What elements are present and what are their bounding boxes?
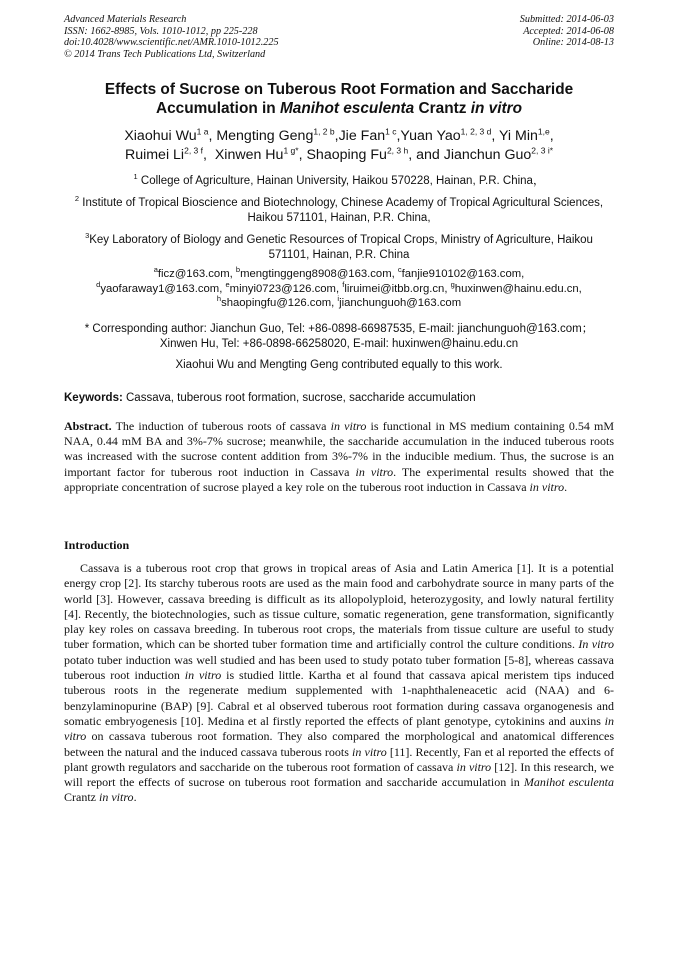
section-heading-introduction: Introduction [64, 538, 130, 552]
keywords [64, 391, 618, 405]
email[interactable]: $^i$jianchunguoh@163.com [337, 294, 462, 310]
email[interactable]: $^e$minyi0723@126.com, [225, 279, 343, 295]
email[interactable]: $^g$huxinwen@hainu.edu.cn, [450, 279, 582, 295]
affiliation-text: College of Agriculture, Hainan University, Haikou 570228, Hainan, P.R. China， [137, 175, 545, 187]
issn-line: ISSN: 1662-8985, Vols. 1010-1012, pp 225-228 [64, 25, 258, 37]
equal-contribution-note: Xiaohui Wu and Mengting Geng contributed equally to this work. [175, 359, 503, 371]
author: Ruimei $Li^{2, 3 f}$, [124, 144, 215, 163]
title-text: Accumulation in [155, 100, 280, 117]
author-list [40, 127, 638, 164]
corresponding-line-2: Xinwen Hu, Tel: +86-0898-66258020, E-mail: huxinwen@hainu.edu.cn [159, 337, 519, 350]
copyright-line: © 2014 Trans Tech Publications Ltd, Switzerland [64, 48, 266, 60]
affiliation-text: Key Laboratory of Biology and Genetic Resources of Tropical Crops, Ministry of Agriculture, Haikou 571101, Hainan, P.R. China [89, 234, 593, 262]
author: Shaoping $Fu^{2, 3 h}$, and [306, 144, 444, 163]
journal-name: Advanced Materials Research [64, 14, 187, 25]
submitted-date: Submitted: 2014-06-03 [519, 14, 614, 25]
author: Jie Fan$^{1 c}$, [338, 126, 401, 144]
doi-line[interactable]: doi:10.4028/www.scientific.net/AMR.1010-1012.225 [64, 37, 279, 49]
publication-dates [520, 14, 614, 49]
affiliation-marker: 3 [85, 231, 90, 241]
abstract-label: Abstract. [64, 419, 112, 433]
title-in-vitro: in vitro [470, 100, 522, 117]
title-text: Crantz [414, 100, 471, 117]
publication-info [64, 14, 279, 60]
affiliation-2 [72, 196, 606, 226]
title-line-1: Effects of Sucrose on Tuberous Root Formation and Saccharide [104, 81, 574, 98]
title-line-2 [64, 99, 614, 118]
affiliation-marker: 2 [74, 194, 80, 204]
affiliation-text: Institute of Tropical Bioscience and Biotechnology, Chinese Academy of Tropical Agricultural Sciences, Haikou 571101, Hainan, P.R. China, [79, 197, 604, 225]
keywords-label: Keywords: [64, 392, 123, 404]
title-species: Manihot esculenta [279, 100, 415, 117]
corresponding-author [64, 322, 614, 351]
author: Jianchun Guo$^{2, 3 i*}$ [443, 144, 554, 163]
email[interactable]: $^h$shaopingfu@126.com, [216, 294, 338, 310]
abstract: Abstract. The induction of tuberous roots of cassava in vitro is functional in MS medium containing 0.54 mM NAA, 0.44 mM BA and 3%-7% sucrose; meanwhile, the saccharide accumulation in the induced tuberous roots was increased with the sucrose content addition from 3%-7% in the inducible medium. Thus, the sucrose is an important factor for tuberous root induction in Cassava in vitro. The experimental results showed that the appropriate concentration of sucrose played a key role on the tuberous root induction in Cassava in vitro. [64, 419, 614, 494]
corresponding-line-1: * Corresponding author: Jianchun Guo, Tel: +86-0898-66987535, E-mail: jianchunguoh@163.com； [84, 323, 594, 335]
author: Xinwen $Hu^{1 g*}$, [214, 144, 307, 163]
online-date: Online: 2014-08-13 [532, 37, 614, 49]
email[interactable]: $^d$yaofaraway1@163.com, [96, 279, 226, 295]
affiliation-3 [64, 233, 614, 263]
email-list [64, 267, 614, 311]
accepted-date: Accepted: 2014-06-08 [523, 25, 614, 37]
author: Yuan Yao$^{1, 2, 3 d}$, [400, 126, 499, 144]
author: Xiaohui $Wu^{1 a}$, [124, 126, 217, 144]
affiliation-1 [64, 174, 614, 189]
email[interactable]: $^f$liruimei@itbb.org.cn, [342, 279, 451, 295]
affiliation-marker: 1 [133, 172, 138, 182]
paper-title [64, 80, 614, 118]
introduction-paragraph: Cassava is a tuberous root crop that grows in tropical areas of Asia and Latin America [1]. It is a potential energy crop [2]. Its starchy tuberous roots are used as the main food and carbohydrate source in many parts of the world [3]. However, cassava breeding is difficult as its allopolyploid, heterozygosity, and lowly natural fertility [4]. Recently, the biotechnologies, such as tissue culture, somatic regeneration, gene transformation, significantly play key roles on cassava breeding. In tuberous root crops, the materials from tissue culture are useful to study tuber formation, which can be shorted tuber formation time and artificially control the culture conditions. In vitro potato tuber induction was well studied and has been used to study potato tuber formation [5-8], whereas cassava tuberous root induction in vitro is studied little. Kartha et al found that cassava apical meristem tips induced tuberous roots in the regenerate medium supplemented with 1-naphthaleneacetic acid (NAA) and 6-benzylaminopurine (BAP) [9]. Cabral et al observed tuberous root formation during cassava organogenesis and somatic embryogenesis [10]. Medina et al firstly reported the effects of plant genotype, cytokinins and auxins in vitro on cassava tuberous root formation. They also compared the morphological and anatomical differences between the natural and the induced cassava tuberous roots in vitro [11]. Recently, Fan et al reported the effects of plant growth regulators and saccharide on the tuberous root formation of cassava in vitro [12]. In this research, we will report the effects of sucrose on tuberous root formation and saccharide accumulation in Manihot esculenta Crantz in vitro. [64, 561, 614, 805]
author: Mengting Geng$^{1, 2 b}$, [216, 126, 339, 144]
email[interactable]: $^a$ficz@163.com, [153, 265, 236, 280]
email[interactable]: $^b$mengtinggeng8908@163.com, [235, 265, 398, 280]
keywords-text: Cassava, tuberous root formation, sucrose, saccharide accumulation [122, 392, 476, 404]
author: Yi Min$^{1,e}$, [499, 126, 554, 144]
email[interactable]: $^c$fanjie910102@163.com, [397, 265, 525, 280]
